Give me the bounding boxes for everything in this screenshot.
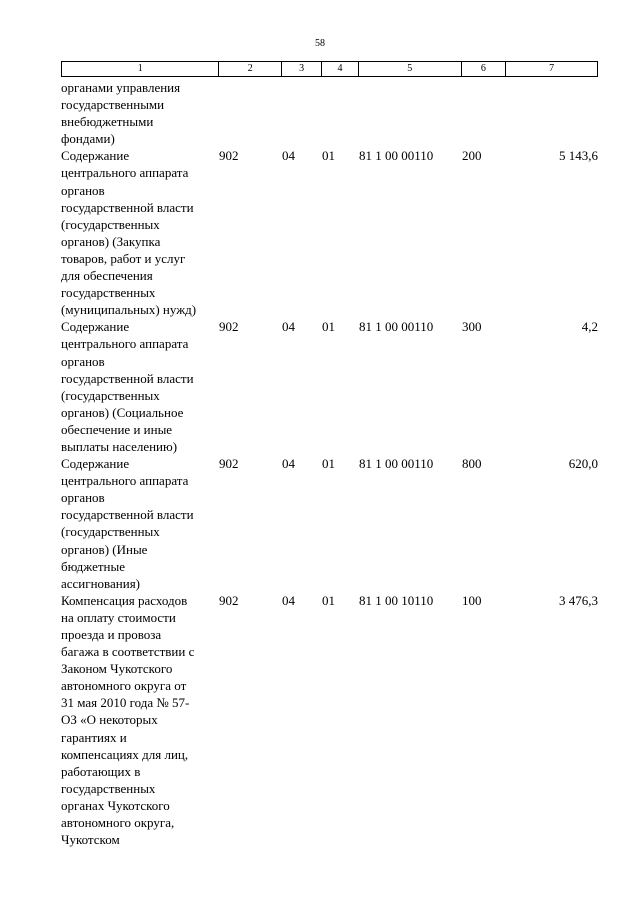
table-body xyxy=(61,79,598,848)
column-header-7: 7 xyxy=(549,63,555,74)
row-expense-type: 100 xyxy=(462,592,482,608)
row-code: 902 xyxy=(219,592,239,608)
row-target-article xyxy=(359,79,462,147)
row-name: Содержание центрального аппарата органов государственной власти (государственных органов) (Социальное обеспечение и иные выплаты населению) xyxy=(61,319,194,454)
row-name: Содержание центрального аппарата органов государственной власти (государственных органов) (Закупка товаров, работ и услуг для обеспечения государственных (муниципальных) нужд) xyxy=(61,148,197,318)
row-expense-type: 300 xyxy=(462,319,482,335)
row-section: 04 xyxy=(282,456,295,472)
row-target-article: 81 1 00 10110 xyxy=(359,592,434,608)
row-subsection xyxy=(322,79,359,147)
row-amount xyxy=(507,79,598,147)
row-amount: 5 143,6 xyxy=(559,148,598,164)
row-name: Компенсация расходов на оплату стоимости проезда и провоза багажа в соответствии с Законом Чукотского автономного округа от 31 мая 2010 года № 57- ОЗ «О некоторых гарантиях и компенсациях для лиц, работающих в государственных органах Чукотского автономного округа, Чукотском xyxy=(61,592,195,848)
row-code: 902 xyxy=(219,456,239,472)
column-header-1: 1 xyxy=(62,62,219,76)
table-row xyxy=(61,592,598,848)
row-code: 902 xyxy=(219,148,239,164)
row-subsection: 01 xyxy=(322,319,335,335)
row-code xyxy=(219,79,282,147)
row-expense-type: 800 xyxy=(462,456,482,472)
row-target-article: 81 1 00 00110 xyxy=(359,456,434,472)
table-row xyxy=(61,147,598,318)
row-section: 04 xyxy=(282,148,295,164)
page-number: 58 xyxy=(315,38,325,49)
row-section: 04 xyxy=(282,319,295,335)
row-section xyxy=(282,79,322,147)
row-expense-type xyxy=(462,79,507,147)
table-row xyxy=(61,455,598,592)
row-name: Содержание центрального аппарата органов государственной власти (государственных органов) (Иные бюджетные ассигнования) xyxy=(61,456,194,591)
column-header-4: 4 xyxy=(322,62,359,76)
row-subsection: 01 xyxy=(322,148,335,164)
row-subsection: 01 xyxy=(322,456,335,472)
table-header xyxy=(61,61,598,77)
column-header-3: 3 xyxy=(282,62,322,76)
row-section: 04 xyxy=(282,592,295,608)
table-row xyxy=(61,79,598,147)
column-header-6: 6 xyxy=(462,62,507,76)
row-expense-type: 200 xyxy=(462,148,482,164)
table-row xyxy=(61,318,598,455)
row-name: органами управления государственными внебюджетными фондами) xyxy=(61,80,181,147)
row-target-article: 81 1 00 00110 xyxy=(359,319,434,335)
row-amount: 620,0 xyxy=(568,456,598,472)
column-header-5: 5 xyxy=(359,62,462,76)
row-amount: 4,2 xyxy=(581,319,598,335)
row-code: 902 xyxy=(219,319,239,335)
column-header-2: 2 xyxy=(219,62,282,76)
row-subsection: 01 xyxy=(322,592,335,608)
row-target-article: 81 1 00 00110 xyxy=(359,148,434,164)
row-amount: 3 476,3 xyxy=(559,592,598,608)
